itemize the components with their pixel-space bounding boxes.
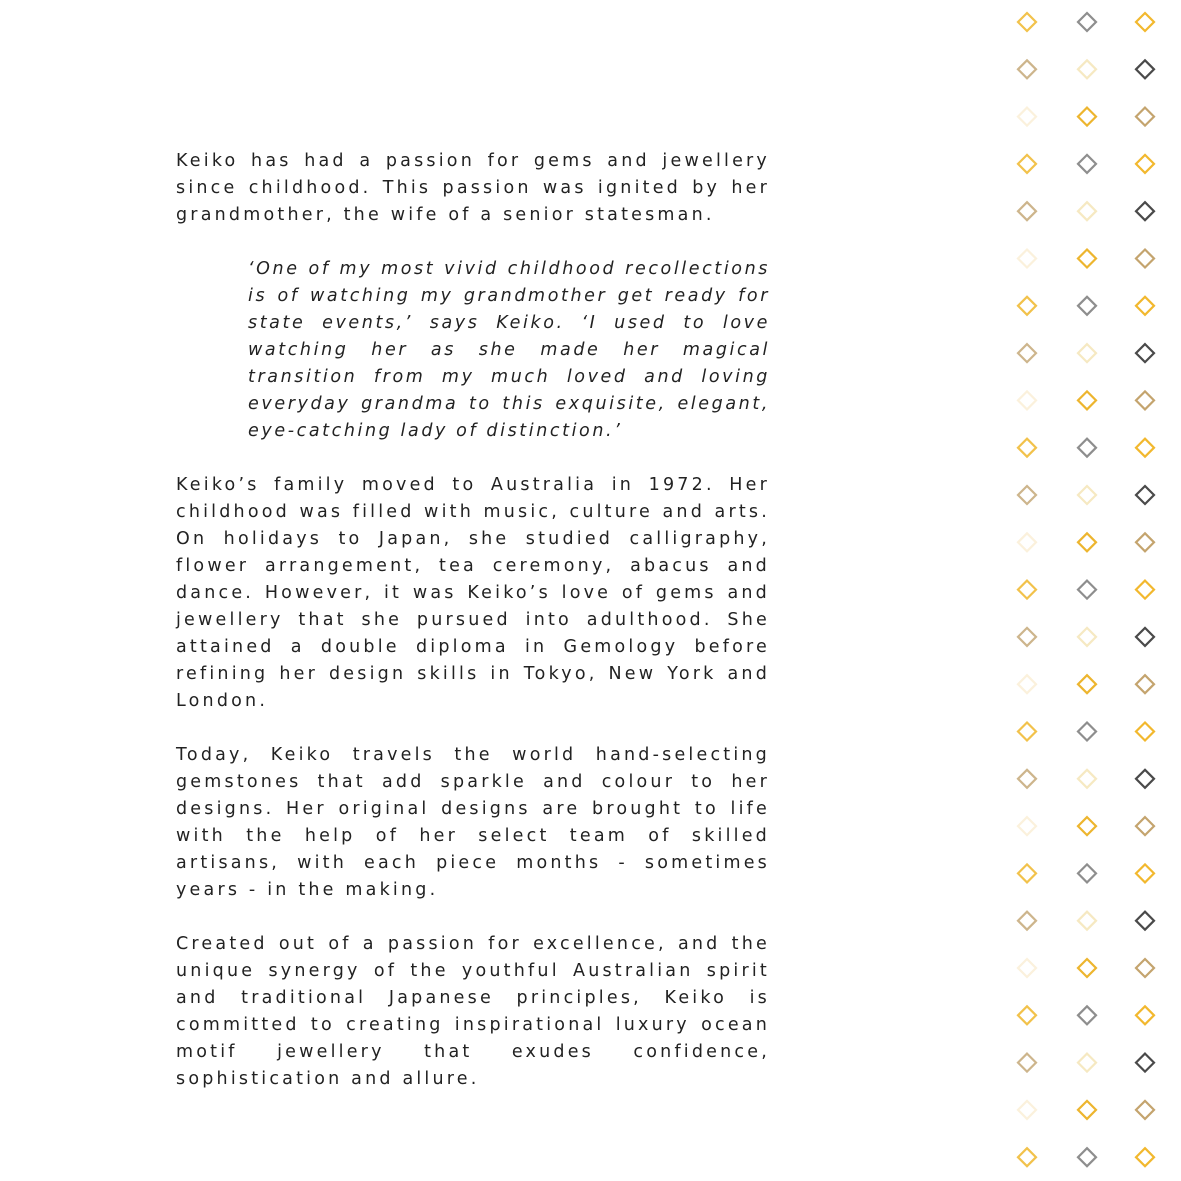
diamond-pattern xyxy=(1000,0,1181,1181)
diamond-outline-icon xyxy=(1136,864,1154,882)
diamond-outline-icon xyxy=(1018,486,1036,504)
diamond-outline-icon xyxy=(1018,533,1036,551)
diamond-outline-icon xyxy=(1136,486,1154,504)
diamond-outline-icon xyxy=(1078,202,1096,220)
diamond-outline-icon xyxy=(1136,675,1154,693)
diamond-outline-icon xyxy=(1078,581,1096,599)
diamond-outline-icon xyxy=(1078,770,1096,788)
diamond-outline-icon xyxy=(1018,202,1036,220)
diamond-outline-icon xyxy=(1136,533,1154,551)
diamond-outline-icon xyxy=(1078,817,1096,835)
diamond-outline-icon xyxy=(1136,13,1154,31)
diamond-outline-icon xyxy=(1078,439,1096,457)
diamond-outline-icon xyxy=(1136,60,1154,78)
diamond-outline-icon xyxy=(1078,1054,1096,1072)
diamond-outline-icon xyxy=(1136,250,1154,268)
diamond-outline-icon xyxy=(1018,770,1036,788)
diamond-outline-icon xyxy=(1136,155,1154,173)
family-history-paragraph: Keiko’s family moved to Australia in 1972. Her childhood was filled with music, culture and arts. On holidays to Japan, she studied calligraphy, flower arrangement, tea ceremony, abacus and dance. However, it was Keiko’s love of gems and jewellery that she pursued into adulthood. She attained a double diploma in Gemology before refining her design skills in Tokyo, New York and London. xyxy=(176,475,770,711)
diamond-outline-icon xyxy=(1136,959,1154,977)
diamond-outline-icon xyxy=(1078,250,1096,268)
diamond-outline-icon xyxy=(1078,108,1096,126)
diamond-outline-icon xyxy=(1078,60,1096,78)
diamond-outline-icon xyxy=(1136,1148,1154,1166)
diamond-outline-icon xyxy=(1018,912,1036,930)
diamond-outline-icon xyxy=(1136,1006,1154,1024)
diamond-outline-icon xyxy=(1018,864,1036,882)
diamond-outline-icon xyxy=(1136,581,1154,599)
diamond-outline-icon xyxy=(1078,628,1096,646)
diamond-outline-icon xyxy=(1078,297,1096,315)
diamond-outline-icon xyxy=(1018,723,1036,741)
diamond-outline-icon xyxy=(1136,1054,1154,1072)
diamond-outline-icon xyxy=(1136,770,1154,788)
diamond-outline-icon xyxy=(1018,959,1036,977)
diamond-outline-icon xyxy=(1136,344,1154,362)
diamond-outline-icon xyxy=(1078,155,1096,173)
grandmother-quote: ‘One of my most vivid childhood recollections is of watching my grandmother get ready for state events,’ says Keiko. ‘I used to love watching her as she made her magical transition from my much loved and loving everyday grandma to this exquisite, elegant, eye-catching lady of distinction.’ xyxy=(248,259,770,441)
diamond-outline-icon xyxy=(1078,533,1096,551)
diamond-outline-icon xyxy=(1078,723,1096,741)
intro-paragraph: Keiko has had a passion for gems and jewellery since childhood. This passion was ignited by her grandmother, the wife of a senior statesman. xyxy=(176,151,770,225)
diamond-outline-icon xyxy=(1136,391,1154,409)
diamond-outline-icon xyxy=(1136,1101,1154,1119)
diamond-outline-icon xyxy=(1136,439,1154,457)
diamond-outline-icon xyxy=(1136,628,1154,646)
article-body xyxy=(176,148,770,1120)
diamond-outline-icon xyxy=(1136,723,1154,741)
diamond-outline-icon xyxy=(1018,581,1036,599)
diamond-outline-icon xyxy=(1018,13,1036,31)
diamond-outline-icon xyxy=(1078,1148,1096,1166)
diamond-outline-icon xyxy=(1018,628,1036,646)
diamond-outline-icon xyxy=(1136,108,1154,126)
diamond-outline-icon xyxy=(1018,60,1036,78)
diamond-outline-icon xyxy=(1078,344,1096,362)
diamond-outline-icon xyxy=(1018,1148,1036,1166)
diamond-outline-icon xyxy=(1078,391,1096,409)
diamond-outline-icon xyxy=(1136,202,1154,220)
design-process-paragraph: Today, Keiko travels the world hand-selecting gemstones that add sparkle and colour to her designs. Her original designs are brought to life with the help of her select team of skilled artisans, with each piece months - sometimes years - in the making. xyxy=(176,745,770,900)
diamond-outline-icon xyxy=(1078,1006,1096,1024)
diamond-outline-icon xyxy=(1018,1101,1036,1119)
diamond-outline-icon xyxy=(1018,1054,1036,1072)
diamond-outline-icon xyxy=(1018,155,1036,173)
diamond-outline-icon xyxy=(1136,817,1154,835)
diamond-outline-icon xyxy=(1018,439,1036,457)
diamond-outline-icon xyxy=(1018,108,1036,126)
diamond-outline-icon xyxy=(1018,250,1036,268)
diamond-outline-icon xyxy=(1078,864,1096,882)
diamond-outline-icon xyxy=(1078,675,1096,693)
diamond-outline-icon xyxy=(1018,297,1036,315)
diamond-outline-icon xyxy=(1018,817,1036,835)
diamond-outline-icon xyxy=(1078,486,1096,504)
diamond-outline-icon xyxy=(1018,391,1036,409)
diamond-outline-icon xyxy=(1078,912,1096,930)
diamond-outline-icon xyxy=(1078,959,1096,977)
diamond-outline-icon xyxy=(1018,344,1036,362)
diamond-outline-icon xyxy=(1136,912,1154,930)
diamond-outline-icon xyxy=(1018,1006,1036,1024)
diamond-outline-icon xyxy=(1018,675,1036,693)
diamond-outline-icon xyxy=(1078,1101,1096,1119)
brand-philosophy-paragraph: Created out of a passion for excellence, and the unique synergy of the youthful Australian spirit and traditional Japanese principles, Keiko is committed to creating inspirational luxury ocean motif jewellery that exudes confidence, sophistication and allure. xyxy=(176,934,770,1089)
diamond-outline-icon xyxy=(1078,13,1096,31)
diamond-outline-icon xyxy=(1136,297,1154,315)
